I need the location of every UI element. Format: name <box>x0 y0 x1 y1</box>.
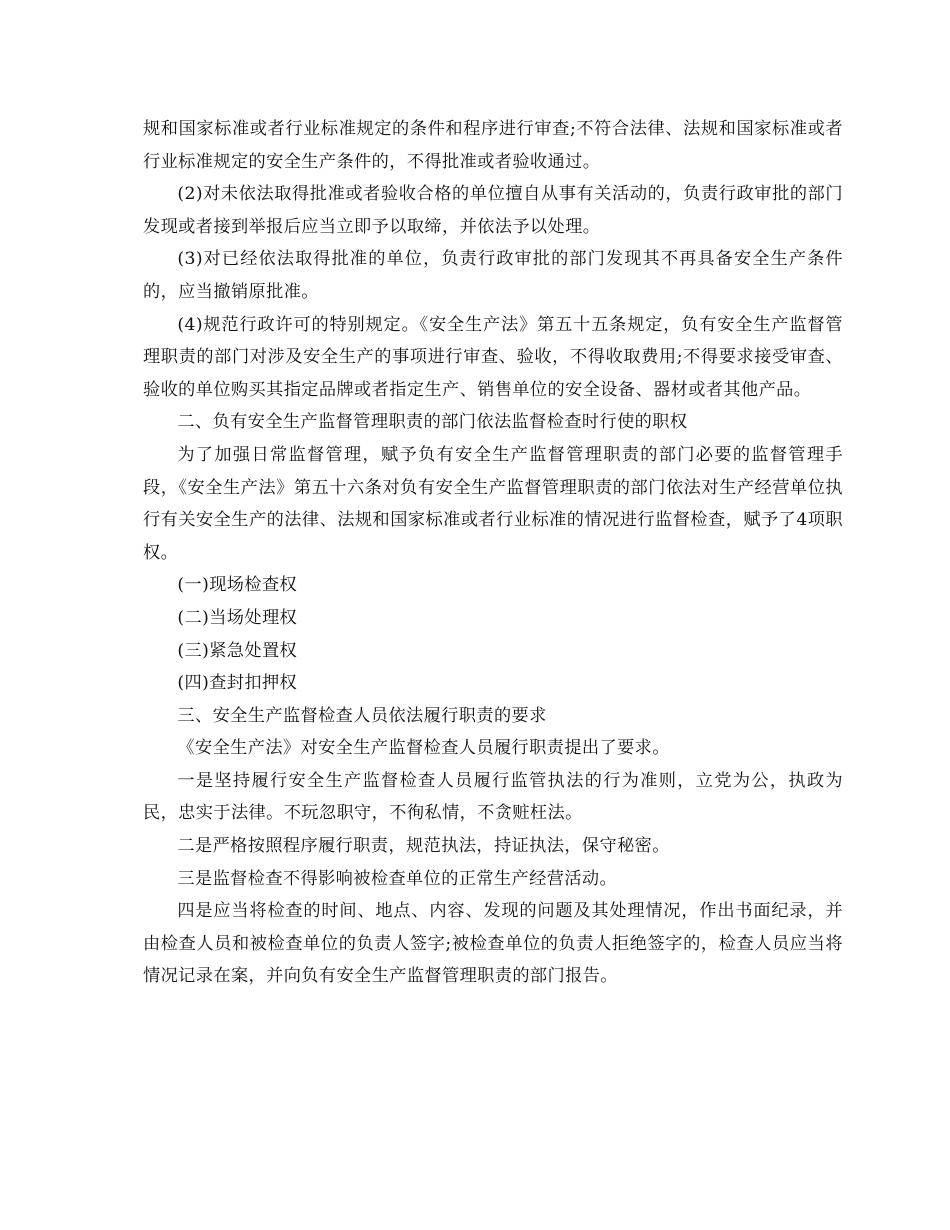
requirement-3: 三是监督检查不得影响被检查单位的正常生产经营活动。 <box>177 868 618 889</box>
section-heading-3: 三、安全生产监督检查人员依法履行职责的要求 <box>177 705 547 726</box>
requirement-4: 四是应当将检查的时间、地点、内容、发现的问题及其处理情况，作出书面纪录，并由检查人员和被检查单位的负责人签字;被检查单位的负责人拒绝签字的，检查人员应当将情况记录在案，并向负有安全生产监督管理职责的部门报告。 <box>143 901 843 987</box>
document-body <box>143 113 843 993</box>
paragraph-item-4: (4)规范行政许可的特别规定。《安全生产法》第五十五条规定，负有安全生产监督管理职责的部门对涉及安全生产的事项进行审查、验收，不得收取费用;不得要求接受审查、验收的单位购买其指定品牌或者指定生产、销售单位的安全设备、器材或者其他产品。 <box>143 314 843 400</box>
paragraph-section-2-intro: 为了加强日常监督管理，赋予负有安全生产监督管理职责的部门必要的监督管理手段，《安全生产法》第五十六条对负有安全生产监督管理职责的部门依法对生产经营单位执行有关安全生产的法律、法规和国家标准或者行业标准的情况进行监督检查，赋予了4项职权。 <box>143 444 843 563</box>
list-item-power-2: (二)当场处理权 <box>177 607 298 628</box>
list-item-power-3: (三)紧急处置权 <box>177 640 298 661</box>
list-item-power-1: (一)现场检查权 <box>177 575 298 596</box>
requirement-1: 一是坚持履行安全生产监督检查人员履行监管执法的行为准则，立党为公，执政为民，忠实于法律。不玩忽职守，不徇私情，不贪赃枉法。 <box>143 770 843 824</box>
paragraph-section-3-intro: 《安全生产法》对安全生产监督检查人员履行职责提出了要求。 <box>177 738 670 759</box>
list-item-power-4: (四)查封扣押权 <box>177 673 298 694</box>
paragraph-item-3: (3)对已经依法取得批准的单位，负责行政审批的部门发现其不再具备安全生产条件的，应当撤销原批准。 <box>143 249 843 302</box>
paragraph-continuation: 规和国家标准或者行业标准规定的条件和程序进行审查;不符合法律、法规和国家标准或者行业标准规定的安全生产条件的，不得批准或者验收通过。 <box>143 119 843 172</box>
paragraph-item-2: (2)对未依法取得批准或者验收合格的单位擅自从事有关活动的，负责行政审批的部门发现或者接到举报后应当立即予以取缔，并依法予以处理。 <box>143 184 843 237</box>
requirement-2: 二是严格按照程序履行职责，规范执法，持证执法，保守秘密。 <box>177 836 670 857</box>
section-heading-2: 二、负有安全生产监督管理职责的部门依法监督检查时行使的职权 <box>177 412 688 433</box>
